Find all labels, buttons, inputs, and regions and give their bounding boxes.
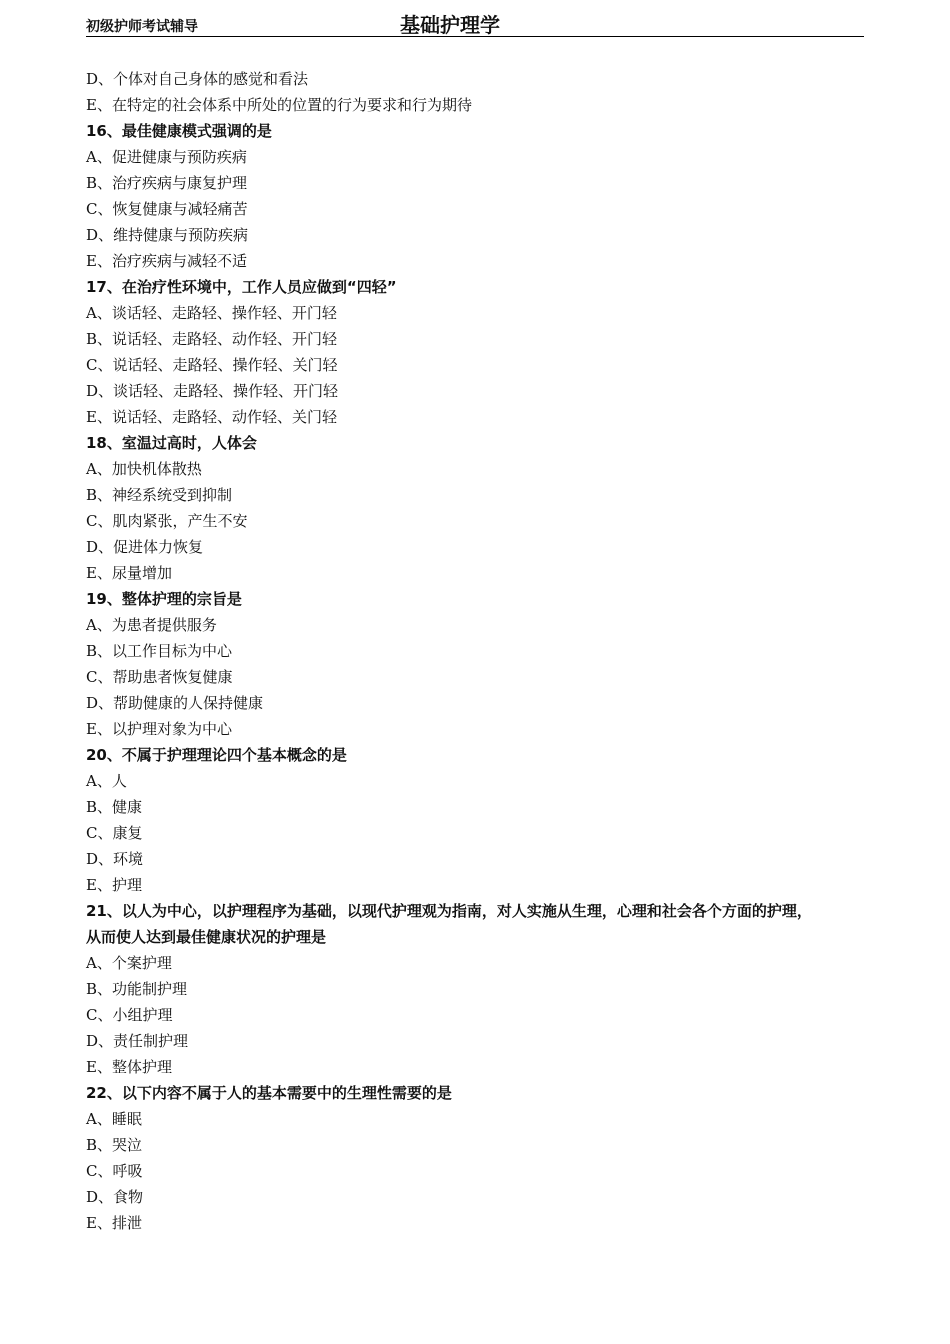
answer-option: B、功能制护理 xyxy=(86,980,188,998)
answer-option: E、治疗疾病与减轻不适 xyxy=(86,252,247,270)
answer-option: E、在特定的社会体系中所处的位置的行为要求和行为期待 xyxy=(86,96,472,114)
question-text: 19、整体护理的宗旨是 xyxy=(86,590,242,608)
answer-option: C、说话轻、走路轻、操作轻、关门轻 xyxy=(86,356,338,374)
answer-option: C、帮助患者恢复健康 xyxy=(86,668,233,686)
answer-option: A、促进健康与预防疾病 xyxy=(86,148,247,166)
answer-option: D、谈话轻、走路轻、操作轻、开门轻 xyxy=(86,382,339,400)
answer-option: B、哭泣 xyxy=(86,1136,143,1154)
answer-option: C、恢复健康与减轻痛苦 xyxy=(86,200,248,218)
answer-option: A、人 xyxy=(86,772,127,790)
answer-option: C、康复 xyxy=(86,824,143,842)
answer-option: B、神经系统受到抑制 xyxy=(86,486,233,504)
question-text: 20、不属于护理理论四个基本概念的是 xyxy=(86,746,347,764)
answer-option: A、加快机体散热 xyxy=(86,460,202,478)
question-text: 16、最佳健康模式强调的是 xyxy=(86,122,272,140)
answer-option: A、为患者提供服务 xyxy=(86,616,217,634)
question-list xyxy=(86,66,866,1236)
answer-option: A、个案护理 xyxy=(86,954,172,972)
answer-option: D、帮助健康的人保持健康 xyxy=(86,694,264,712)
answer-option: D、食物 xyxy=(86,1188,144,1206)
question-text: 从而使人达到最佳健康状况的护理是 xyxy=(86,928,327,946)
answer-option: D、个体对自己身体的感觉和看法 xyxy=(86,70,309,88)
answer-option: A、谈话轻、走路轻、操作轻、开门轻 xyxy=(86,304,337,322)
page-header xyxy=(86,8,864,37)
answer-option: B、以工作目标为中心 xyxy=(86,642,233,660)
answer-option: D、环境 xyxy=(86,850,144,868)
answer-option: C、肌肉紧张，产生不安 xyxy=(86,512,248,530)
answer-option: C、小组护理 xyxy=(86,1006,173,1024)
answer-option: B、治疗疾病与康复护理 xyxy=(86,174,248,192)
question-text: 22、以下内容不属于人的基本需要中的生理性需要的是 xyxy=(86,1084,452,1102)
question-text: 21、以人为中心，以护理程序为基础，以现代护理观为指南，对人实施从生理，心理和社会各个方面的护理， xyxy=(86,902,812,920)
answer-option: D、责任制护理 xyxy=(86,1032,189,1050)
answer-option: A、睡眠 xyxy=(86,1110,142,1128)
answer-option: E、护理 xyxy=(86,876,142,894)
answer-option: E、以护理对象为中心 xyxy=(86,720,232,738)
page-title: 基础护理学 xyxy=(400,13,500,37)
answer-option: C、呼吸 xyxy=(86,1162,143,1180)
answer-option: E、说话轻、走路轻、动作轻、关门轻 xyxy=(86,408,337,426)
answer-option: B、说话轻、走路轻、动作轻、开门轻 xyxy=(86,330,338,348)
answer-option: D、维持健康与预防疾病 xyxy=(86,226,249,244)
answer-option: D、促进体力恢复 xyxy=(86,538,204,556)
answer-option: B、健康 xyxy=(86,798,143,816)
answer-option: E、尿量增加 xyxy=(86,564,172,582)
header-course-name: 初级护师考试辅导 xyxy=(86,19,198,35)
answer-option: E、排泄 xyxy=(86,1214,142,1232)
question-text: 18、室温过高时，人体会 xyxy=(86,434,257,452)
answer-option: E、整体护理 xyxy=(86,1058,172,1076)
question-text: 17、在治疗性环境中，工作人员应做到“四轻” xyxy=(86,278,397,296)
